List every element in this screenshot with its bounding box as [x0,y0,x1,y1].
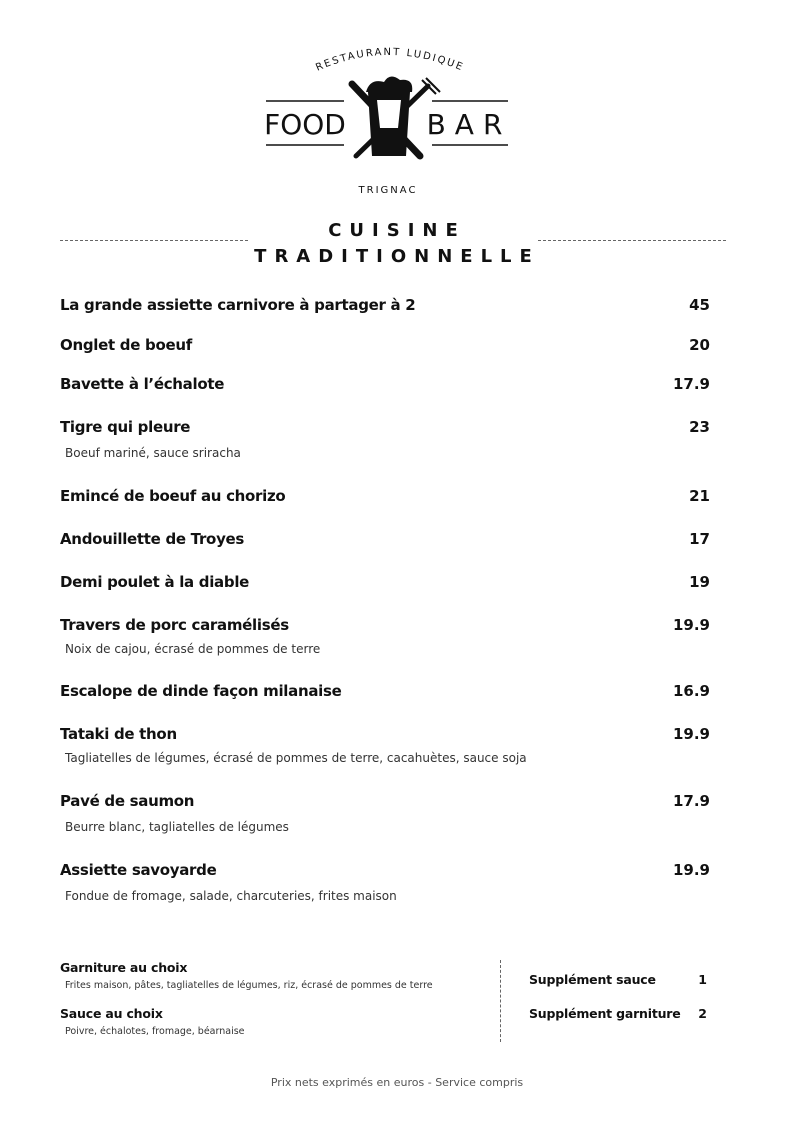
item-name: La grande assiette carnivore à partager à 2 [60,296,416,314]
menu-item [60,487,710,505]
menu-item [60,336,710,354]
supplement-row [529,1006,707,1021]
item-name: Demi poulet à la diable [60,573,250,591]
item-price: 19.9 [672,616,710,634]
menu-item [60,530,710,548]
sauce-title: Sauce au choix [60,1006,163,1021]
item-name: Onglet de boeuf [60,336,192,354]
item-name: Escalope de dinde façon milanaise [60,682,342,700]
menu-item [60,725,710,765]
item-name: Bavette à l’échalote [60,375,225,393]
supplement-price: 2 [698,1006,707,1021]
menu-item [60,418,710,460]
vertical-divider [500,960,501,1042]
item-price: 19 [689,573,710,591]
section-title-line2: TRADITIONNELLE [254,246,540,267]
menu-item [60,861,710,903]
supplement-label: Supplément sauce [529,972,656,987]
item-name: Travers de porc caramélisés [60,616,289,634]
footer-note: Prix nets exprimés en euros - Service compris [270,1076,524,1089]
item-description: Fondue de fromage, salade, charcuteries, frites maison [65,889,397,903]
logo-food-word: FOOD [264,108,346,141]
item-price: 17.9 [672,375,710,393]
menu-item [60,616,710,656]
logo-arc-text: RESTAURANT LUDIQUE [314,46,466,74]
item-price: 19.9 [672,861,710,879]
menu-item [60,296,710,314]
supplement-label: Supplément garniture [529,1006,681,1021]
supplement-price: 1 [698,972,707,987]
restaurant-logo [260,40,516,200]
item-price: 17.9 [672,792,710,810]
sauce-description: Poivre, échalotes, fromage, béarnaise [65,1026,245,1037]
food-bar-logo-icon [260,40,516,200]
item-price: 20 [689,336,710,354]
supplement-row [529,972,707,987]
menu-item [60,375,710,393]
item-price: 16.9 [672,682,710,700]
menu-item [60,682,710,700]
item-description: Boeuf mariné, sauce sriracha [65,446,241,460]
item-name: Tataki de thon [60,725,177,743]
item-description: Tagliatelles de légumes, écrasé de pommes de terre, cacahuètes, sauce soja [65,751,527,765]
logo-bar-word: BAR [426,108,512,141]
logo-city: TRIGNAC [358,185,418,196]
item-price: 21 [689,487,710,505]
item-name: Andouillette de Troyes [60,530,245,548]
menu-item [60,792,710,834]
item-price: 19.9 [672,725,710,743]
item-price: 23 [689,418,710,436]
item-price: 17 [689,530,710,548]
item-description: Noix de cajou, écrasé de pommes de terre [65,642,321,656]
item-price: 45 [689,296,710,314]
item-name: Emincé de boeuf au chorizo [60,487,286,505]
item-name: Assiette savoyarde [60,861,217,879]
garniture-description: Frites maison, pâtes, tagliatelles de légumes, riz, écrasé de pommes de terre [65,980,433,991]
garniture-block [60,960,480,991]
menu-item [60,573,710,591]
sauce-block [60,1006,480,1037]
section-title-line1: CUISINE [328,220,466,241]
item-description: Beurre blanc, tagliatelles de légumes [65,820,289,834]
garniture-title: Garniture au choix [60,960,188,975]
item-name: Pavé de saumon [60,792,195,810]
section-title [0,218,794,270]
item-name: Tigre qui pleure [60,418,191,436]
